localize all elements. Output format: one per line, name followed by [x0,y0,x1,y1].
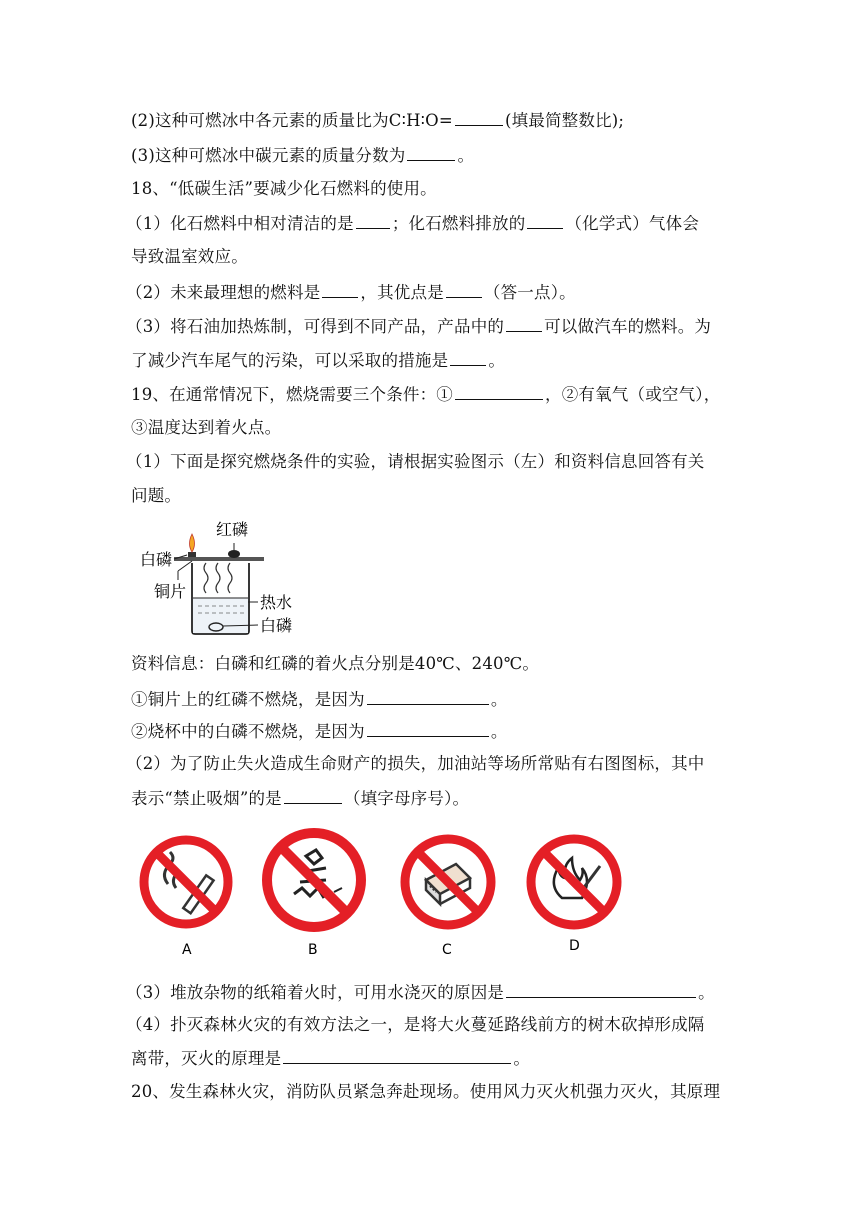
q19-title-text: 19、在通常情况下，燃烧需要三个条件：① [131,385,453,404]
answer-blank[interactable] [455,109,503,126]
q19-sub2-text: 表示“禁止吸烟”的是 [131,789,282,808]
combustion-experiment-diagram [134,513,304,638]
sign-label-d: D [569,938,580,954]
q18-sub3-end: 。 [488,351,506,370]
answer-blank[interactable] [367,688,489,705]
q18-sub3-cont [131,349,505,372]
answer-blank[interactable] [506,315,542,332]
q19-question-b [131,720,508,743]
q19-sub3 [126,981,715,1004]
q19-title-text2: ，②有氧气（或空气）， [545,385,721,404]
answer-blank[interactable] [450,349,486,366]
q19-sub4: （4）扑灭森林火灾的有效方法之一，是将大火蔓延路线前方的树木砍掉形成隔 [126,1015,705,1034]
q17-part2-text: (2)这种可燃冰中各元素的质量比为C∶H∶O= [131,111,453,130]
answer-blank[interactable] [455,383,543,400]
q19-sub3-text: （3）堆放杂物的纸箱着火时，可用水浇灭的原因是 [126,983,505,1002]
q18-title: 18、“低碳生活”要减少化石燃料的使用。 [131,179,437,198]
q19-sub4-cont [131,1047,530,1070]
q18-sub3-text3: 了减少汽车尾气的污染，可以采取的措施是 [131,351,449,370]
q19-sub4-end: 。 [513,1049,531,1068]
q19-question-a-text: ①铜片上的红磷不燃烧，是因为 [131,690,365,709]
hot-water [193,598,248,633]
copper-plate [174,557,264,561]
sign-d-no-open-flame-icon [531,839,617,925]
q18-sub2-text2: ，其优点是 [360,283,444,302]
q18-sub3-text2: 可以做汽车的燃料。为 [544,317,712,336]
q18-sub2-text: （2）未来最理想的燃料是 [126,283,321,302]
sign-a-no-smoking-icon [144,840,228,924]
answer-blank[interactable] [284,787,342,804]
label-red-phosphorus: 红磷 [216,520,249,539]
q18-sub1-text: （1）化石燃料中相对清洁的是 [126,214,354,233]
prohibition-signs [130,828,650,963]
sign-label-b: B [308,942,318,958]
beaker-illustration [134,513,304,638]
q17-part3-end: 。 [457,146,475,165]
q19-info: 资料信息：白磷和红磷的着火点分别是40℃、240℃。 [131,654,540,673]
answer-blank[interactable] [407,144,455,161]
q18-sub3 [126,315,711,338]
q19-sub2-cont [131,787,469,810]
q17-part2-hint: (填最简整数比); [504,111,625,130]
label-white-phosphorus-top: 白磷 [140,550,173,569]
q19-question-a [131,688,508,711]
label-white-phosphorus-bottom: 白磷 [260,616,293,635]
answer-blank[interactable] [322,281,358,298]
q19-title [131,383,720,406]
signs-illustration [130,828,650,963]
q18-sub3-text: （3）将石油加热炼制，可得到不同产品，产品中的 [126,317,505,336]
q17-part2 [131,109,624,132]
q18-sub1 [126,212,699,235]
q19-sub1: （1）下面是探究燃烧条件的实验，请根据实验图示（左）和资料信息回答有关 [126,452,705,471]
q18-sub1-cont: 导致温室效应。 [131,247,248,266]
q20-text: 20、发生森林火灾，消防队员紧急奔赴现场。使用风力灭火机强力灭火，其原理 [131,1082,721,1101]
answer-blank[interactable] [283,1047,511,1064]
answer-blank[interactable] [356,212,390,229]
label-hot-water: 热水 [260,593,293,612]
sign-label-c: C [442,942,452,958]
q18-sub1-text3: （化学式）气体会 [565,214,700,233]
q17-part3 [131,144,474,167]
q18-sub2 [126,281,576,304]
sign-c-no-matches-icon [405,839,491,925]
q19-sub3-end: 。 [698,983,715,1002]
q19-sub2: （2）为了防止失火造成生命财产的损失，加油站等场所常贴有右图图标，其中 [126,754,705,773]
flame-icon [190,534,195,552]
answer-blank[interactable] [367,720,489,737]
q19-sub4-text: 离带，灭火的原理是 [131,1049,282,1068]
sign-label-a: A [182,942,192,958]
answer-blank[interactable] [527,212,563,229]
q18-sub2-text3: （答一点）。 [483,283,576,302]
q19-sub2-hint: （填字母序号）。 [343,789,470,808]
q17-part3-text: (3)这种可燃冰中碳元素的质量分数为 [131,146,406,165]
answer-blank[interactable] [506,981,696,998]
q19-title-cont: ③温度达到着火点。 [131,418,282,437]
red-phosphorus [228,550,240,558]
label-copper-plate: 铜片 [154,582,187,601]
q19-question-b-end: 。 [490,722,508,741]
answer-blank[interactable] [446,281,482,298]
q18-sub1-text2: ；化石燃料排放的 [391,214,526,233]
q19-sub1-cont: 问题。 [131,486,182,505]
q19-question-a-end: 。 [490,690,508,709]
q19-question-b-text: ②烧杯中的白磷不燃烧，是因为 [131,722,365,741]
sign-b-no-fire-icon [267,833,361,927]
